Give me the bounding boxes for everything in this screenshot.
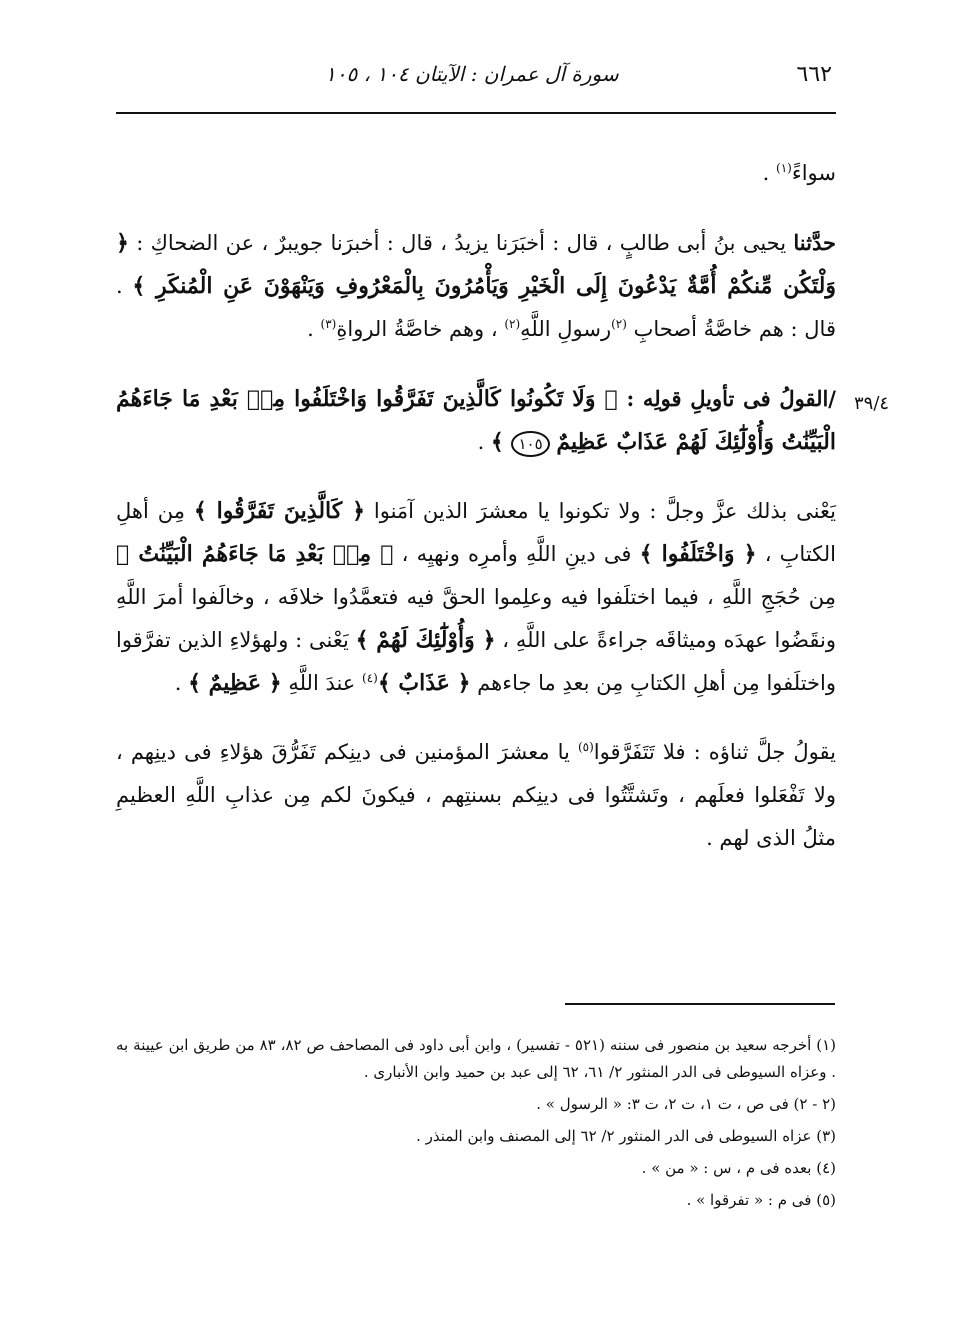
text: ، وهم خاصَّةُ الرواةِ bbox=[336, 317, 505, 341]
text: يقولُ جلَّ ثناؤه : فلا تَتَفَرَّقوا bbox=[593, 740, 836, 764]
text: فى دينِ اللَّهِ وأمرِه ونهيِه ، bbox=[393, 542, 640, 566]
text: . bbox=[477, 430, 491, 454]
narration-lead: حدَّثنا bbox=[793, 230, 836, 255]
footnote: (٤) بعده فى م ، س : « من » . bbox=[641, 1159, 836, 1177]
footnote: (٥) فى م : « تفرقوا » . bbox=[686, 1191, 836, 1209]
paragraph-4 bbox=[116, 731, 836, 860]
footnote-ref: (٣) bbox=[320, 317, 337, 331]
text: . bbox=[762, 161, 777, 185]
footnote-ref: (٥) bbox=[577, 740, 594, 754]
footnote-ref: (٢) bbox=[504, 317, 521, 331]
quran-quote: ﴿ وَلْتَكُن مِّنكُمْ أُمَّةٌ يَدْعُونَ إِلَى الْخَيْرِ وَيَأْمُرُونَ بِالْمَعْرُوفِ وَيَنْهَوْنَ عَنِ الْمُنكَرِ ﴾ bbox=[116, 230, 837, 299]
quran-quote: ﴿ وَأُوْلَٰٓئِكَ لَهُمْ ﴾ bbox=[355, 627, 496, 653]
text: يَعْنى : ولهؤلاءِ الذين تفرَّقوا واختلَفوا مِن أهلِ الكتابِ مِن بعدِ ما جاءهم bbox=[116, 628, 836, 695]
footnote-ref: (١) bbox=[776, 161, 792, 175]
quran-verse-close: ﴾ bbox=[490, 429, 512, 455]
footnote-ref: (٢) bbox=[611, 317, 627, 331]
footnotes bbox=[116, 1032, 836, 1219]
header-rule bbox=[116, 112, 836, 114]
quran-verse: ﴿ وَلَا تَكُونُوا كَالَّذِينَ تَفَرَّقُوا وَاخْتَلَفُوا مِنۢ بَعْدِ مَا جَاءَهُمُ الْبَيِّنَٰتُ وَأُوْلَٰٓئِكَ لَهُمْ عَذَابٌ عَظِيمٌ bbox=[116, 386, 836, 455]
text: عندَ اللَّهِ bbox=[281, 671, 363, 695]
text: . bbox=[307, 317, 321, 341]
footnote-rule bbox=[565, 1003, 835, 1005]
footnote: (٢ - ٢) فى ص ، ت ١، ت ٢، ت ٣: « الرسول » . bbox=[536, 1095, 836, 1113]
text: رسولِ اللَّهِ bbox=[520, 317, 612, 341]
paragraph-1 bbox=[116, 221, 836, 351]
text: يحيى بنُ أبى طالبٍ ، قال : أخبَرَنا يزيدُ ، قال : أخبرَنا جويبرٌ ، عن الضحاكِ : bbox=[128, 231, 794, 255]
text: مِن حُجَجِ اللَّهِ ، فيما اختلَفوا فيه وعلِموا الحقَّ فيه فتعمَّدُوا خلافَه ، وخالَفوا أمرَ اللَّهِ ونقَضُوا عهدَه وميثاقَه جراءةً على اللَّهِ ، bbox=[116, 585, 837, 652]
text: يَعْنى بذلك عزَّ وجلَّ : ولا تكونوا يا معشرَ الذين آمَنوا bbox=[364, 499, 836, 523]
verse-number-medallion: ١٠٥ bbox=[511, 431, 549, 457]
page-number: ٦٦٢ bbox=[796, 62, 832, 87]
quran-quote: ﴿ عَظِيمٌ ﴾ bbox=[188, 670, 282, 696]
text: . قال : هم خاصَّةُ أصحابِ bbox=[116, 274, 836, 341]
margin-volume-page-note: ٣٩/٤ bbox=[854, 393, 890, 414]
quran-quote: ﴿ عَذَابٌ ﴾ bbox=[377, 670, 471, 696]
footnote-ref: (٤) bbox=[362, 671, 378, 685]
footnote: (١) أخرجه سعيد بن منصور فى سننه (٥٢١ - تفسير) ، وابن أبى داود فى المصاحف ص ٨٢، ٨٣ من طريق ابن عيينة به . وعزاه السيوطى فى الدر المنثور ٢/ ٦١، ٦٢ إلى عبد بن حميد وابن الأنبارى . bbox=[116, 1036, 837, 1081]
running-title: سورة آل عمران : الآيتان ١٠٤ ، ١٠٥ bbox=[325, 62, 619, 86]
text: سواءً bbox=[791, 161, 836, 185]
quran-quote: ﴿ كَالَّذِينَ تَفَرَّقُوا ﴾ bbox=[193, 498, 365, 524]
main-text bbox=[116, 152, 836, 886]
footnote: (٣) عزاه السيوطى فى الدر المنثور ٢/ ٦٢ إلى المصنف وابن المنذر . bbox=[416, 1127, 836, 1145]
paragraph-0 bbox=[116, 152, 836, 195]
paragraph-2 bbox=[116, 377, 836, 464]
text: مِن أهلِ الكتابِ ، bbox=[116, 499, 836, 566]
section-heading: /القولُ فى تأويلِ قولِه : bbox=[617, 386, 836, 411]
text: يا معشرَ المؤمنين فى دينِكم تَفَرُّقَ هؤلاءِ فى دينِهم ، ولا تَفْعَلوا فعلَهم ، وتَشتَّتُوا فى دينِكم بسنتِهم ، فيكونَ لكم مِن عذابِ اللَّهِ العظيمِ مثلُ الذى لهم . bbox=[116, 740, 836, 850]
quran-quote: ﴿ وَاخْتَلَفُوا ﴾ bbox=[639, 541, 757, 567]
text: . bbox=[174, 671, 189, 695]
paragraph-3 bbox=[116, 490, 836, 705]
quran-quote: ﴿ مِنۢ بَعْدِ مَا جَاءَهُمُ الْبَيِّنَٰتُ ﴾ bbox=[116, 541, 394, 567]
